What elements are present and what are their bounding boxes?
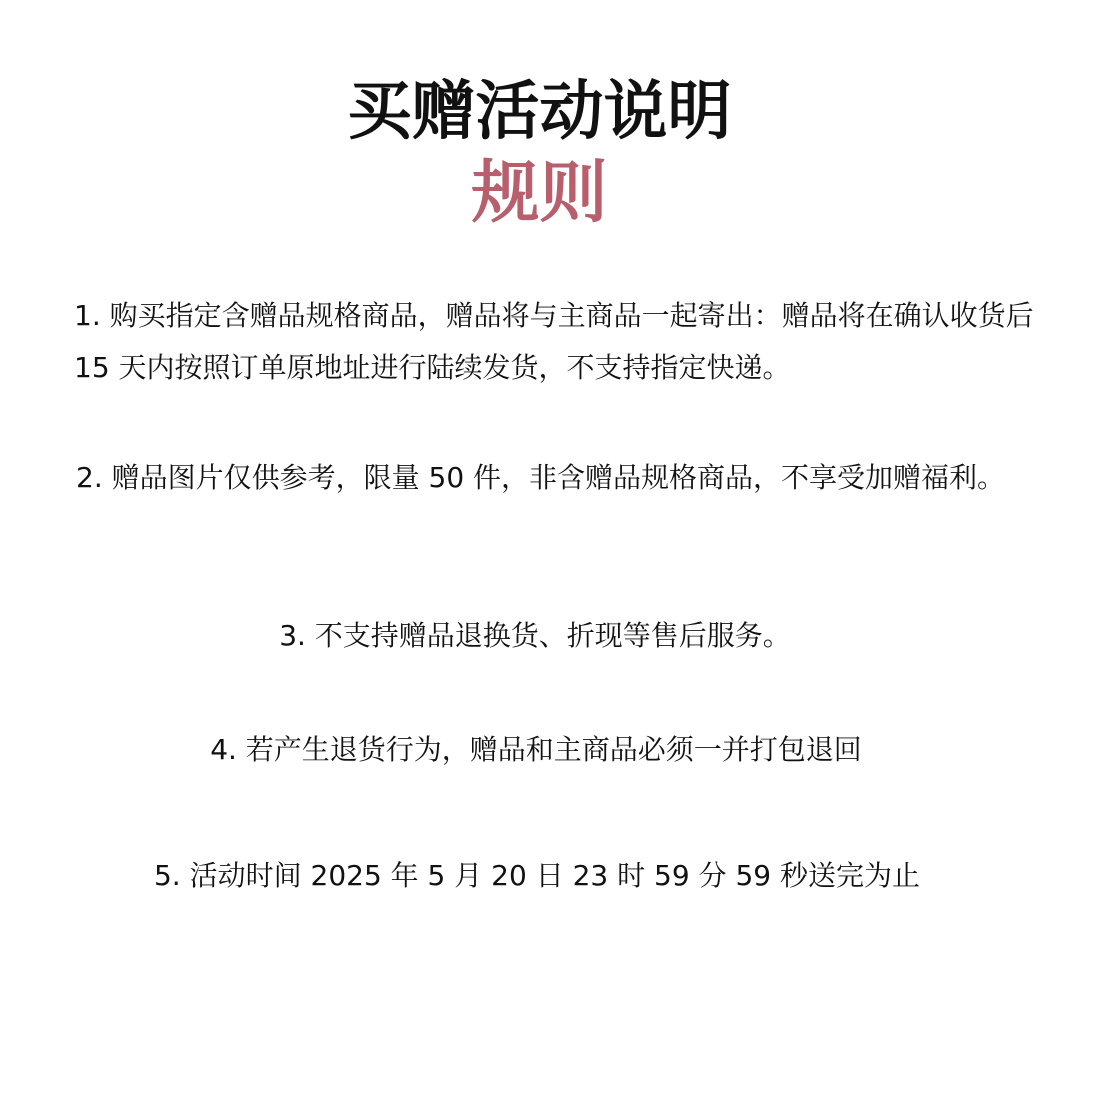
page-title: 买赠活动说明: [347, 75, 732, 149]
rule-item-4: 4. 若产生退货行为，赠品和主商品必须一并打包退回: [210, 733, 862, 766]
rule-item-3: 3. 不支持赠品退换货、折现等售后服务。: [279, 619, 791, 652]
rule-item-1: 1. 购买指定含赠品规格商品，赠品将与主商品一起寄出：赠品将在确认收货后 15 天内按照订单原地址进行陆续发货，不支持指定快递。: [74, 299, 1034, 384]
rules-subtitle: 规则: [471, 154, 608, 233]
rule-item-5: 5. 活动时间 2025 年 5 月 20 日 23 时 59 分 59 秒送完为止: [153, 859, 920, 892]
rule-item-2: 2. 赠品图片仅供参考，限量 50 件，非含赠品规格商品，不享受加赠福利。: [76, 461, 1006, 494]
